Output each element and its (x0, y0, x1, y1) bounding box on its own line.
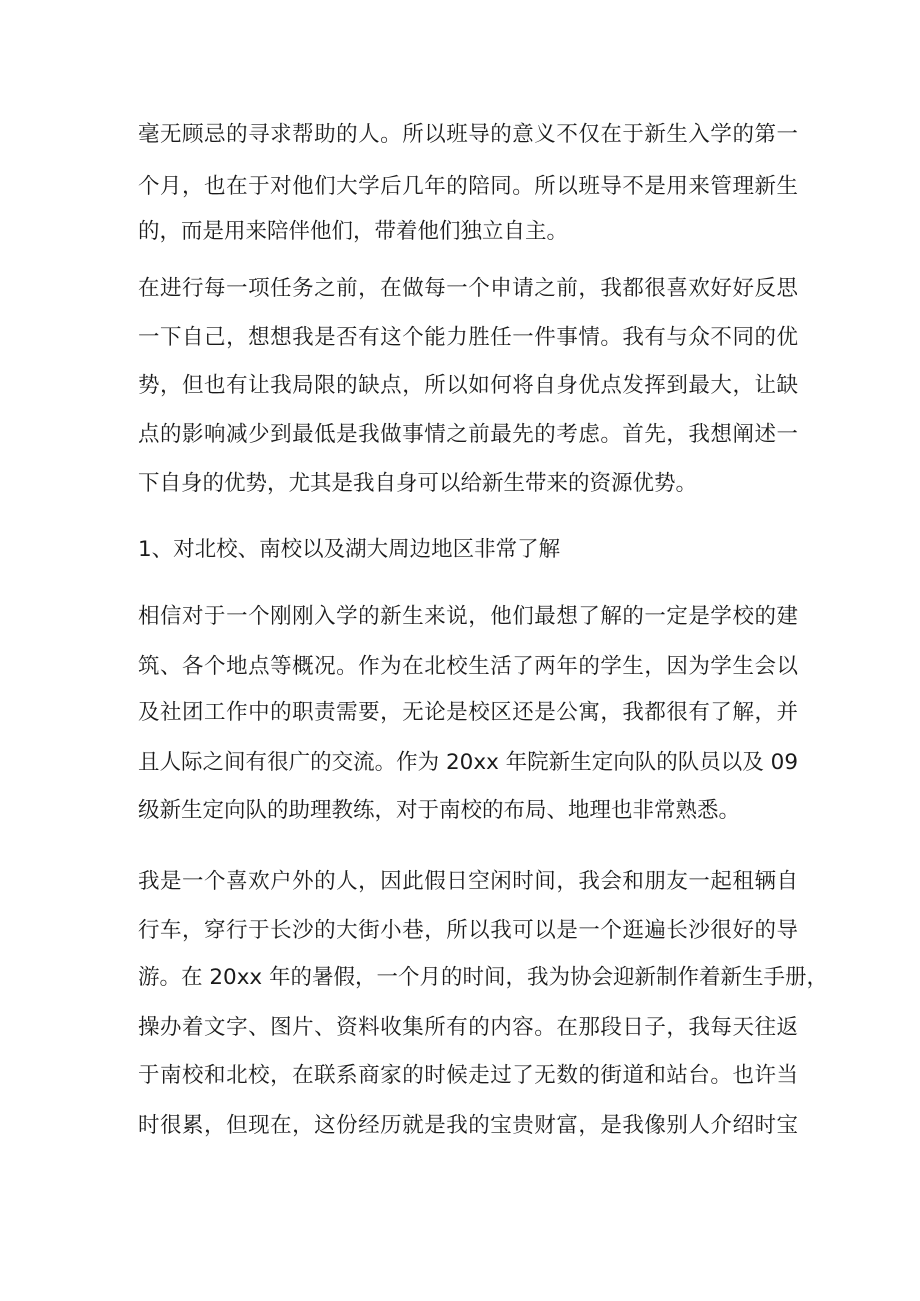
paragraph-3-line-2: 筑、各个地点等概况。作为在北校生活了两年的学生，因为学生会以 (138, 654, 798, 679)
paragraph-3-line-1: 相信对于一个刚刚入学的新生来说，他们最想了解的一定是学校的建 (138, 604, 798, 629)
paragraph-3-line-5: 级新生定向队的助理教练，对于南校的布局、地理也非常熟悉。 (138, 798, 741, 823)
paragraph-1-line-1: 毫无顾忌的寻求帮助的人。所以班导的意义不仅在于新生入学的第一 (138, 122, 798, 147)
paragraph-2-line-5: 下自身的优势，尤其是我自身可以给新生带来的资源优势。 (138, 471, 698, 496)
paragraph-4-line-1: 我是一个喜欢户外的人，因此假日空闲时间，我会和朋友一起租辆自 (138, 869, 798, 894)
paragraph-4-line-3: 游。在 20xx 年的暑假，一个月的时间，我为协会迎新制作着新生手册， (138, 965, 828, 990)
paragraph-1-line-3: 的，而是用来陪伴他们，带着他们独立自主。 (138, 219, 569, 244)
paragraph-2-line-3: 势，但也有让我局限的缺点，所以如何将自身优点发挥到最大，让缺 (138, 373, 798, 398)
paragraph-4-line-5: 于南校和北校，在联系商家的时候走过了无数的街道和站台。也许当 (138, 1063, 798, 1088)
paragraph-2-line-4: 点的影响减少到最低是我做事情之前最先的考虑。首先，我想阐述一 (138, 422, 798, 447)
paragraph-2-line-1: 在进行每一项任务之前，在做每一个申请之前，我都很喜欢好好反思 (138, 276, 798, 301)
paragraph-4-line-4: 操办着文字、图片、资料收集所有的内容。在那段日子，我每天往返 (138, 1015, 798, 1040)
paragraph-4-line-6: 时很累，但现在，这份经历就是我的宝贵财富，是我像别人介绍时宝 (138, 1113, 798, 1138)
paragraph-2-line-2: 一下自己，想想我是否有这个能力胜任一件事情。我有与众不同的优 (138, 325, 798, 350)
section-heading-1: 1、对北校、南校以及湖大周边地区非常了解 (138, 537, 561, 562)
paragraph-1-line-2: 个月，也在于对他们大学后几年的陪同。所以班导不是用来管理新生 (138, 174, 798, 199)
paragraph-3-line-4: 且人际之间有很广的交流。作为 20xx 年院新生定向队的队员以及 09 (138, 750, 798, 775)
paragraph-4-line-2: 行车，穿行于长沙的大街小巷，所以我可以是一个逛遍长沙很好的导 (138, 918, 798, 943)
paragraph-3-line-3: 及社团工作中的职责需要，无论是校区还是公寓，我都很有了解，并 (138, 700, 798, 725)
